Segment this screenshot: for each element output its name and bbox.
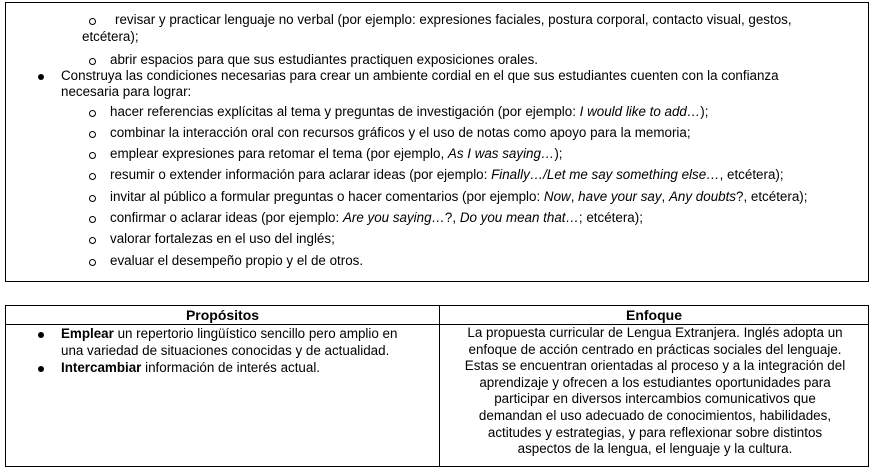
hollow-bullet-icon [89,216,96,223]
enfoque-line: aprendizaje y ofrecen a los estudiantes oportunidades para [479,374,831,390]
hollow-bullet-icon [89,259,96,266]
hollow-bullet-icon [89,173,96,180]
list-item-text: abrir espacios para que sus estudiantes practiquen exposiciones orales. [110,52,539,67]
hollow-bullet-icon [89,110,96,117]
purposes-approach-table [5,305,869,467]
list-item-text: hacer referencias explícitas al tema y preguntas de investigación (por ejemplo: I would like to add…); [110,104,709,119]
proposito-item-cont: una variedad de situaciones conocidas y de actualidad. [61,343,390,358]
filled-bullet-icon [38,332,44,338]
list-item-text: invitar al público a formular preguntas o hacer comentarios (por ejemplo: Now, have your say, Any doubts?, etcétera); [110,189,808,204]
list-item-text: emplear expresiones para retomar el tema (por ejemplo, As I was saying…); [110,146,563,161]
enfoque-line: demandan el uso adecuado de conocimientos, habilidades, [478,407,832,423]
hollow-bullet-icon [89,131,96,138]
enfoque-line: Estas se encuentran orientadas al proceso y a la integración del [464,358,846,374]
list-item-text: Construya las condiciones necesarias para crear un ambiente cordial en el que sus estudiantes cuenten con la confianza [61,68,779,83]
list-item-text-cont: necesaria para lograr: [61,84,192,99]
column-divider [439,306,440,466]
filled-bullet-icon [38,366,44,372]
list-item-text: evaluar el desempeño propio y el de otros. [110,253,364,268]
list-item-text: valorar fortalezas en el uso del inglés; [110,231,335,246]
header-propositos: Propósitos [185,307,260,323]
enfoque-line: enfoque de acción centrado en prácticas sociales del lenguaje. [468,341,842,357]
proposito-item: Intercambiar información de interés actual. [61,360,321,375]
list-item-text: combinar la interacción oral con recursos gráficos y el uso de notas como apoyo para la memoria; [110,125,691,140]
list-item-text-cont: etcétera); [82,29,139,44]
enfoque-line: La propuesta curricular de Lengua Extranjera. Inglés adopta un [467,325,843,340]
hollow-bullet-icon [89,195,96,202]
list-item-text: resumir o extender información para aclarar ideas (por ejemplo: Finally…/Let me say something else…, etcétera); [110,167,784,182]
header-enfoque: Enfoque [626,307,682,323]
enfoque-line: aspectos de la lengua, el lenguaje y la cultura. [517,441,793,457]
objectives-box [5,2,869,282]
list-item-text: revisar y practicar lenguaje no verbal (por ejemplo: expresiones faciales, postura corporal, contacto visual, gestos, [115,12,792,27]
filled-bullet-icon [38,74,44,80]
hollow-bullet-icon [89,237,96,244]
enfoque-line: participar en diversos intercambios comunicativos que [494,391,816,407]
hollow-bullet-icon [89,58,96,65]
enfoque-text [445,325,865,458]
hollow-bullet-icon [89,18,96,25]
list-item-text: confirmar o aclarar ideas (por ejemplo: Are you saying…?, Do you mean that…; etcétera); [110,210,643,225]
hollow-bullet-icon [89,152,96,159]
proposito-item: Emplear un repertorio lingüístico sencillo pero amplio en [61,326,398,341]
enfoque-line: actitudes y estrategias, y para reflexionar sobre distintos [487,424,823,440]
